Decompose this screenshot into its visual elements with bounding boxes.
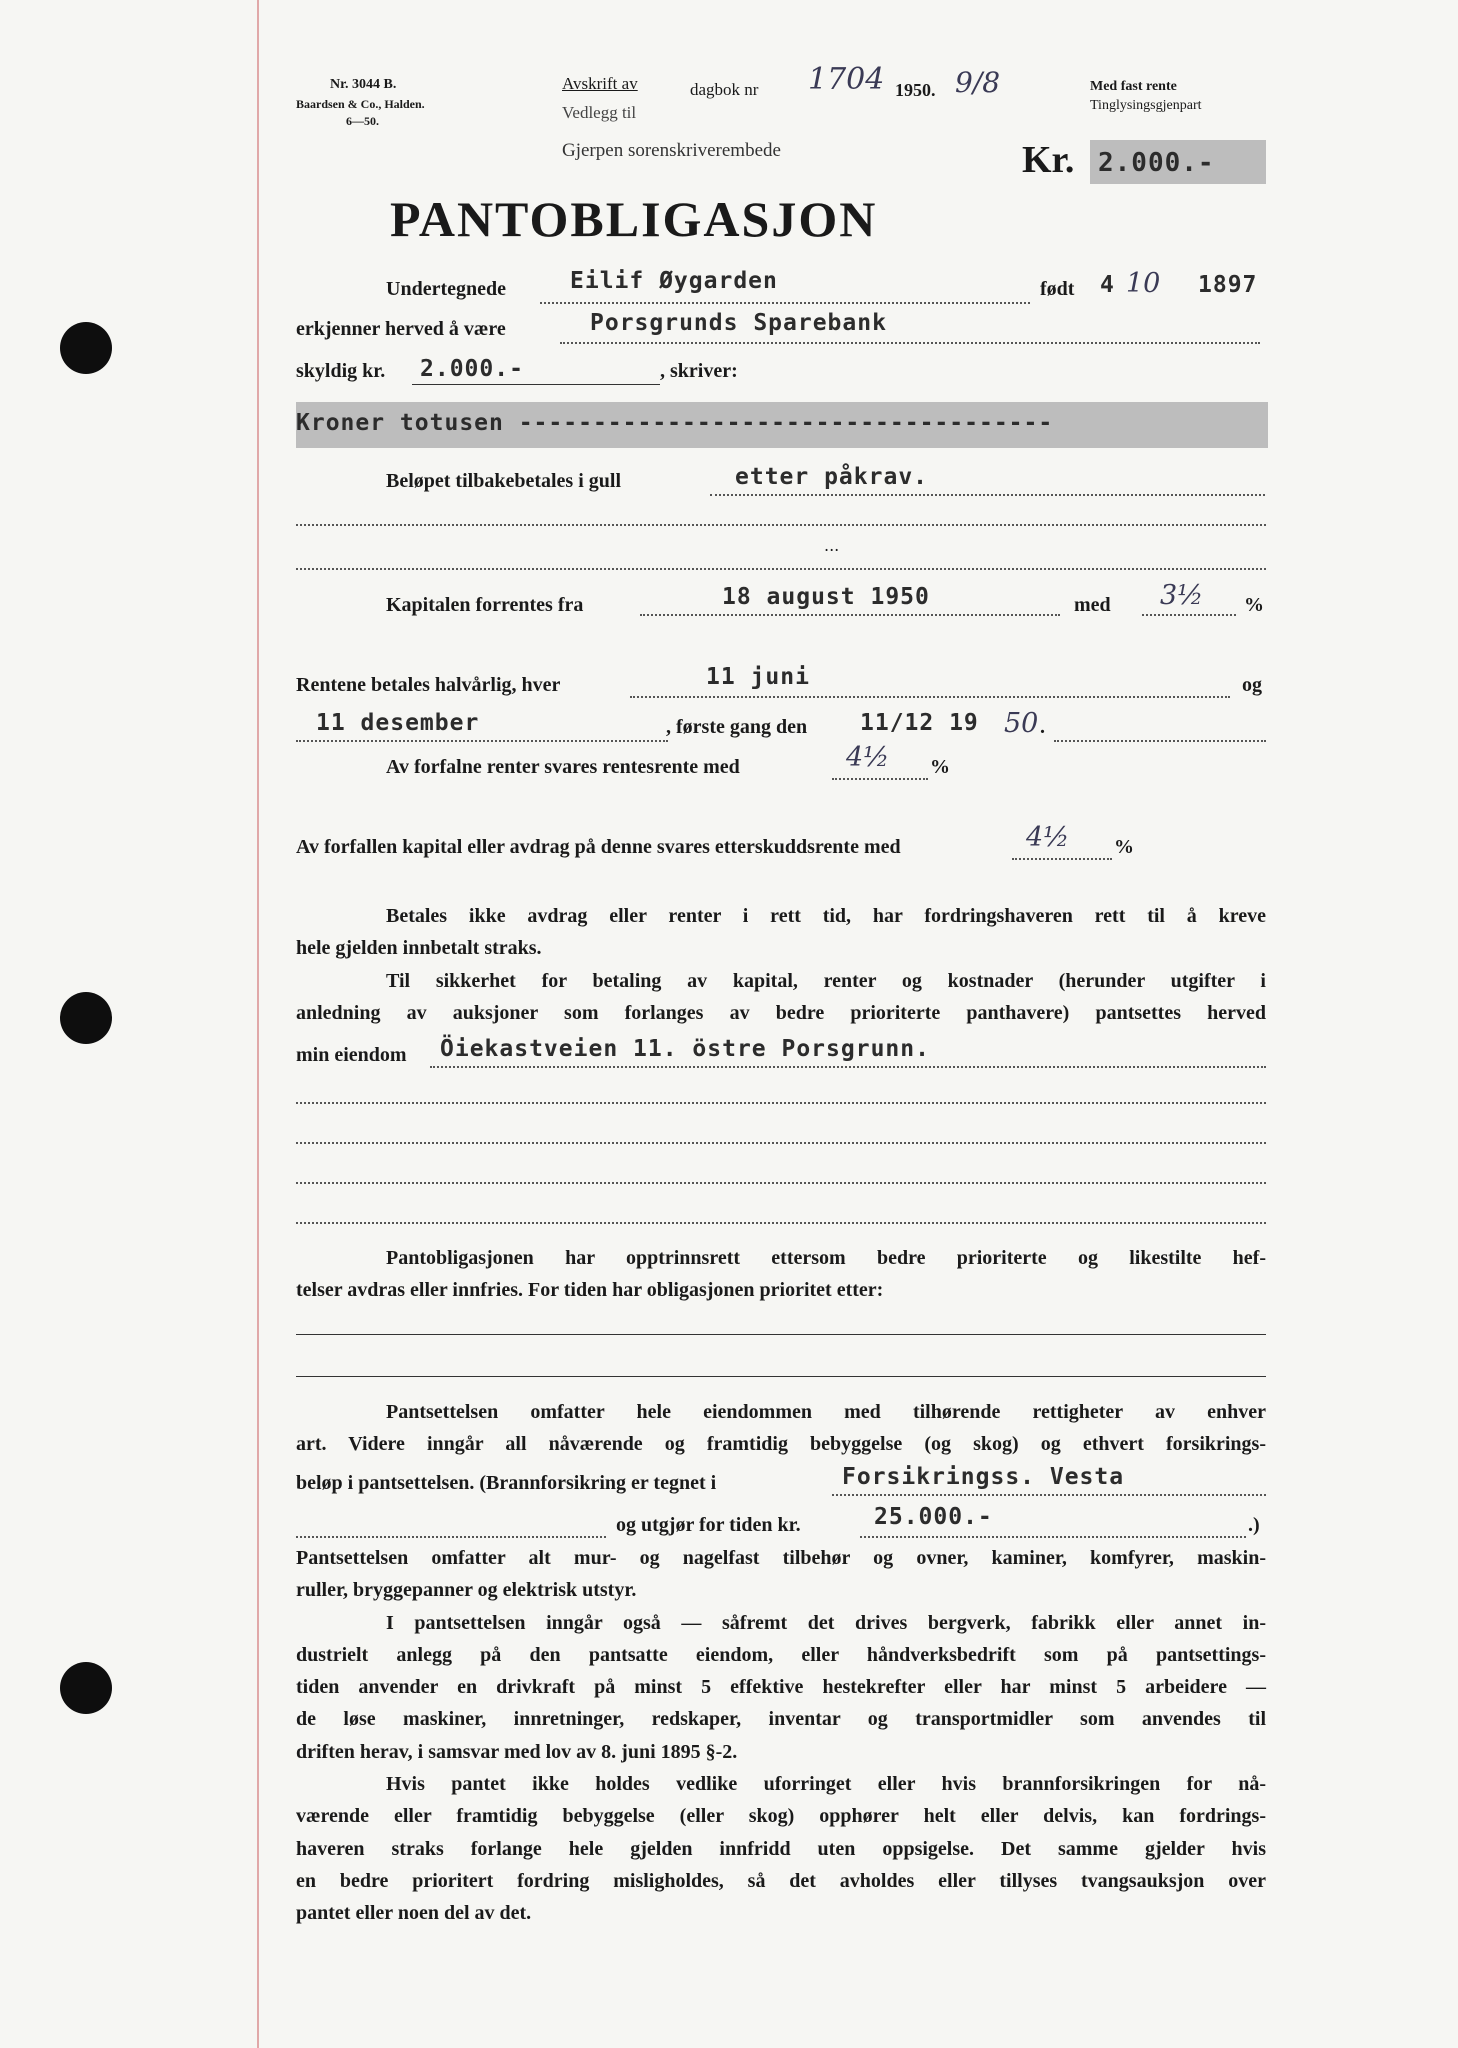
rente-label: Med fast rente xyxy=(1090,79,1177,94)
born-year: 1897 xyxy=(1198,272,1258,298)
repayment-extra: ... xyxy=(824,536,840,555)
blank-dotline xyxy=(296,1102,1266,1104)
overdue-interest-dotline xyxy=(832,778,928,780)
insurance-dotline xyxy=(296,1536,606,1538)
property-dotline xyxy=(430,1066,1266,1068)
overdue-capital-rate: 4½ xyxy=(1026,822,1070,853)
priority-line xyxy=(296,1376,1266,1377)
clause-line: de løse maskiner, innretninger, redskaper, inventar og transportmidler som anvendes til xyxy=(296,1708,1266,1731)
born-month: 10 xyxy=(1126,268,1161,299)
default-clause xyxy=(296,900,1266,1029)
payment-og: og xyxy=(1242,674,1262,696)
interest-label: Kapitalen forrentes fra xyxy=(386,594,584,616)
born-day: 4 xyxy=(1100,272,1115,298)
payment-date2-dotline xyxy=(296,740,668,742)
clause-line: Pantsettelsen omfatter alt mur- og nagelfast tilbehør og ovner, kaminer, komfyrer, maskin- xyxy=(296,1547,1266,1569)
court-name: Gjerpen sorenskriverembede xyxy=(562,140,781,161)
payment-date1: 11 juni xyxy=(706,664,810,690)
first-payment-end: . xyxy=(1040,716,1045,738)
debtor-name: Eilif Øygarden xyxy=(570,268,778,294)
punch-hole xyxy=(60,322,112,374)
payment-label: Rentene betales halvårlig, hver xyxy=(296,674,561,696)
interest-pct: % xyxy=(1244,594,1264,616)
header-year: 1950. xyxy=(895,80,936,100)
punch-hole xyxy=(60,992,112,1044)
debt-words: Kroner totusen ------------------------------------ xyxy=(296,410,1054,436)
red-margin-line xyxy=(257,0,259,2048)
clause-line: driften herav, i samsvar med lov av 8. juni 1895 §-2. xyxy=(296,1740,738,1763)
overdue-interest-pct: % xyxy=(930,756,950,778)
blank-dotline xyxy=(296,524,1266,526)
insurer-name: Forsikringss. Vesta xyxy=(842,1464,1125,1490)
clause-line: Hvis pantet ikke holdes vedlike uforringet eller hvis brannforsikringen for nå- xyxy=(386,1773,1266,1796)
interest-rate-dotline xyxy=(1142,614,1236,616)
blank-dotline xyxy=(296,1222,1266,1224)
clause-line: en bedre prioritert fordring misligholdes, så det avholdes eller tillyses tvangsauksjon over xyxy=(296,1869,1266,1892)
payment-dotline xyxy=(630,696,1230,698)
clause-line: dustrielt anlegg på den pantsatte eiendom, eller håndverksbedrift som på pantsettings- xyxy=(296,1643,1266,1666)
clause-line: telser avdras eller innfries. For tiden har obligasjonen prioritet etter: xyxy=(296,1279,884,1302)
debt-amount: 2.000.- xyxy=(420,356,524,382)
header-date-hand: 9/8 xyxy=(955,66,1001,99)
overdue-capital-dotline xyxy=(1012,858,1112,860)
creditor-dotline xyxy=(560,342,1260,344)
property-value: Öiekastveien 11. östre Porsgrunn. xyxy=(440,1036,930,1062)
insured-amount: 25.000.- xyxy=(874,1504,993,1530)
debt-writes: , skriver: xyxy=(660,360,738,382)
repayment-dotline xyxy=(710,494,1265,496)
scope-clause xyxy=(296,1396,1266,1461)
first-payment-year: 50 xyxy=(1004,708,1039,739)
tinglysing-label: Tinglysingsgjenpart xyxy=(1090,98,1202,113)
printer-name: Baardsen & Co., Halden. xyxy=(296,97,425,111)
insured-amount-dotline xyxy=(860,1536,1246,1538)
vedlegg-label: Vedlegg til xyxy=(562,103,637,122)
clause-line: Til sikkerhet for betaling av kapital, renter og kostnader (herunder utgifter i xyxy=(386,969,1266,992)
dagbok-number: 1704 xyxy=(808,62,885,97)
clause-line: Betales ikke avdrag eller renter i rett tid, har fordringshaveren rett til å kreve xyxy=(386,905,1266,927)
creditor-label: erkjenner herved å være xyxy=(296,318,506,340)
print-date: 6—50. xyxy=(346,114,379,128)
first-payment-date: 11/12 19 xyxy=(860,710,979,736)
creditor-name: Porsgrunds Sparebank xyxy=(590,310,887,336)
priority-clause xyxy=(296,1242,1266,1307)
repayment-label: Beløpet tilbakebetales i gull xyxy=(386,470,621,492)
interest-med: med xyxy=(1074,594,1111,616)
interest-rate: 3½ xyxy=(1160,580,1204,611)
clause-line: Pantobligasjonen har opptrinnsrett ettersom bedre prioriterte og likestilte hef- xyxy=(386,1247,1266,1269)
debtor-dotline xyxy=(540,302,1030,304)
overdue-capital-label: Av forfallen kapital eller avdrag på denne svares etterskuddsrente med xyxy=(296,836,901,858)
clause-line: pantet eller noen del av det. xyxy=(296,1902,532,1925)
payment-date2: 11 desember xyxy=(316,710,480,736)
insured-amount-close: .) xyxy=(1248,1514,1260,1536)
repayment-value: etter påkrav. xyxy=(735,464,929,490)
overdue-capital-pct: % xyxy=(1114,836,1134,858)
property-label: min eiendom xyxy=(296,1044,407,1066)
dagbok-label: dagbok nr xyxy=(690,80,759,99)
punch-hole xyxy=(60,1662,112,1714)
kr-label: Kr. xyxy=(1022,139,1075,181)
avskrift-label: Avskrift av xyxy=(562,74,638,93)
interest-from: 18 august 1950 xyxy=(722,584,930,610)
priority-line xyxy=(296,1334,1266,1335)
clause-line: haveren straks forlange hele gjelden innfridd uten oppsigelse. Det samme gjelder hvis xyxy=(296,1837,1266,1860)
clause-line: art. Videre inngår all nåværende og framtidig bebyggelse (og skog) og ethvert forsikrings- xyxy=(296,1433,1266,1456)
debtor-label: Undertegnede xyxy=(386,278,506,300)
clause-line: tiden anvender en drivkraft på minst 5 effektive hestekrefter eller har minst 5 arbeidere — xyxy=(296,1676,1266,1699)
first-payment-dotline xyxy=(1054,740,1266,742)
clause-line: hele gjelden innbetalt straks. xyxy=(296,937,542,960)
overdue-interest-rate: 4½ xyxy=(846,742,890,773)
form-number: Nr. 3044 B. xyxy=(330,77,397,92)
insurance-label: beløp i pantsettelsen. (Brannforsikring er tegnet i xyxy=(296,1472,717,1494)
debt-label: skyldig kr. xyxy=(296,360,386,382)
first-payment-label: , første gang den xyxy=(666,716,808,738)
clause-line: anledning av auksjoner som forlanges av bedre prioriterte panthavere) pantsettes herved xyxy=(296,1001,1266,1024)
overdue-interest-label: Av forfalne renter svares rentesrente med xyxy=(386,756,740,778)
insurer-dotline xyxy=(832,1494,1266,1496)
blank-dotline xyxy=(296,568,1266,570)
kr-amount: 2.000.- xyxy=(1098,148,1215,178)
born-label: født xyxy=(1040,278,1075,300)
fixtures-clause xyxy=(296,1542,1266,1930)
clause-line: ruller, bryggepanner og elektrisk utstyr. xyxy=(296,1579,637,1602)
blank-dotline xyxy=(296,1182,1266,1184)
interest-dotline xyxy=(640,614,1060,616)
document-title: PANTOBLIGASJON xyxy=(390,191,878,247)
insured-amount-label: og utgjør for tiden kr. xyxy=(616,1514,801,1536)
clause-line: værende eller framtidig bebyggelse (eller skog) opphører helt eller delvis, kan fordrings- xyxy=(296,1805,1266,1828)
clause-line: Pantsettelsen omfatter hele eiendommen med tilhørende rettigheter av enhver xyxy=(386,1401,1266,1423)
debt-underline xyxy=(412,384,660,385)
blank-dotline xyxy=(296,1142,1266,1144)
clause-line: I pantsettelsen inngår også — såfremt det drives bergverk, fabrikk eller annet in- xyxy=(386,1611,1266,1634)
